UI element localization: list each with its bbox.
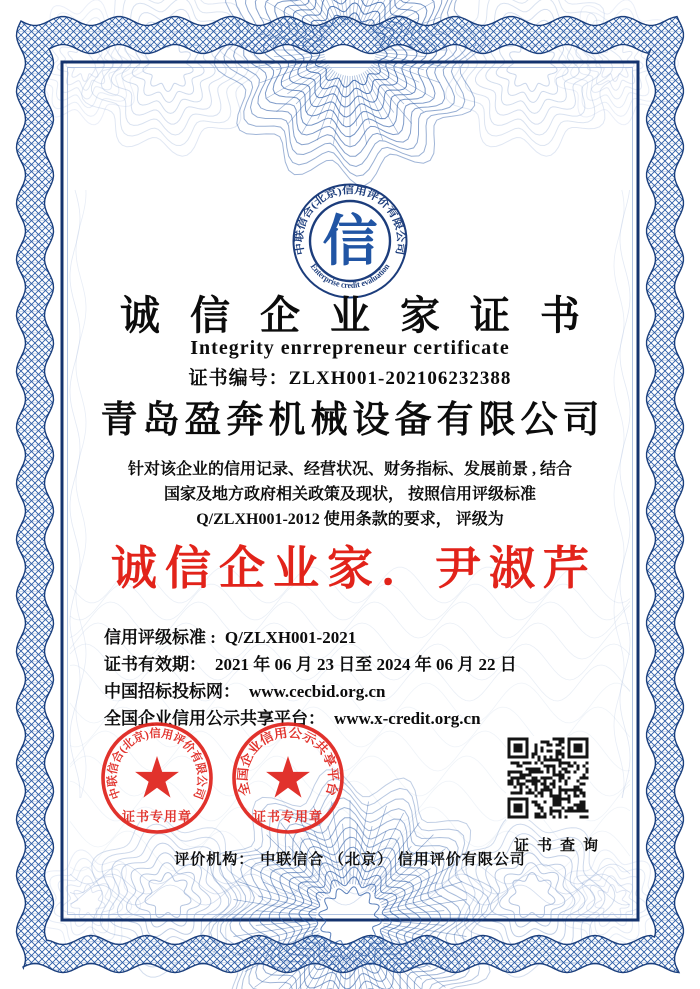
certificate-number-value: ZLXH001-202106232388 [288, 368, 512, 389]
seal-bottom-text: 证书专用章 [121, 809, 193, 824]
certificate-title-english: Integrity enrrepreneur certificate [190, 337, 510, 359]
detail-value: www.cecbid.org.cn [249, 682, 386, 701]
issuing-agency-value: 中联信合 （北京） 信用评价有限公司 [260, 852, 526, 868]
detail-label: 全国企业信用公示共享平台： [104, 709, 325, 728]
detail-value: Q/ZLXH001-2021 [224, 628, 357, 647]
platform-red-seal [230, 720, 346, 836]
certificate-number-line [66, 367, 634, 391]
evaluation-line: Q/ZLXH001-2012 使用条款的要求， 评级为 [196, 511, 504, 528]
issuing-agency-label: 评价机构： [174, 852, 255, 868]
star-icon [266, 756, 310, 798]
detail-label: 中国招标投标网： [104, 682, 240, 701]
certificate-details [66, 624, 634, 732]
evaluation-paragraph [66, 457, 634, 532]
issuer-red-seal [99, 720, 215, 836]
issuer-logo [66, 181, 634, 301]
detail-row [104, 651, 634, 678]
qr-code [506, 736, 590, 820]
seal-ring-text: 全国企业信用公示共享平台 [235, 725, 341, 798]
evaluation-line: 针对该企业的信用记录、经营状况、财务指标、发展前景 , 结合 [127, 461, 572, 478]
detail-value: 2021 年 06 月 23 日至 2024 年 06 月 22 日 [215, 655, 517, 674]
seal-ring-text: 中联信合(北京)信用评价有限公司 [106, 727, 208, 801]
issuing-agency-line [66, 848, 634, 869]
logo-ring-text-bottom: Enterprise credit evaluation [308, 261, 392, 291]
evaluation-line: 国家及地方政府相关政策及现状， 按照信用评级标准 [163, 486, 536, 503]
logo-ring-text-top: 中联信合(北京)信用评价有限公司 [294, 185, 406, 256]
detail-row [104, 678, 634, 705]
star-icon [135, 756, 179, 798]
seal-bottom-text: 证书专用章 [252, 809, 324, 824]
detail-label: 信用评级标准 : [104, 628, 216, 647]
rating-result: 诚信企业家．尹淑芹 [111, 543, 597, 594]
detail-row [104, 624, 634, 651]
certificate-number-label: 证书编号： [188, 368, 289, 389]
certificate-title: 诚信企业家证书 [120, 293, 610, 338]
certificate-content [66, 62, 634, 921]
detail-value: www.x-credit.org.cn [334, 709, 481, 728]
seal-row [66, 720, 634, 855]
issuer-logo-seal [290, 181, 410, 301]
company-name: 青岛盈奔机械设备有限公司 [100, 400, 605, 441]
qr-block [506, 736, 607, 855]
qr-label: 证书查询 [514, 838, 607, 854]
detail-label: 证书有效期： [104, 655, 206, 674]
logo-center-character: 信 [322, 211, 378, 272]
